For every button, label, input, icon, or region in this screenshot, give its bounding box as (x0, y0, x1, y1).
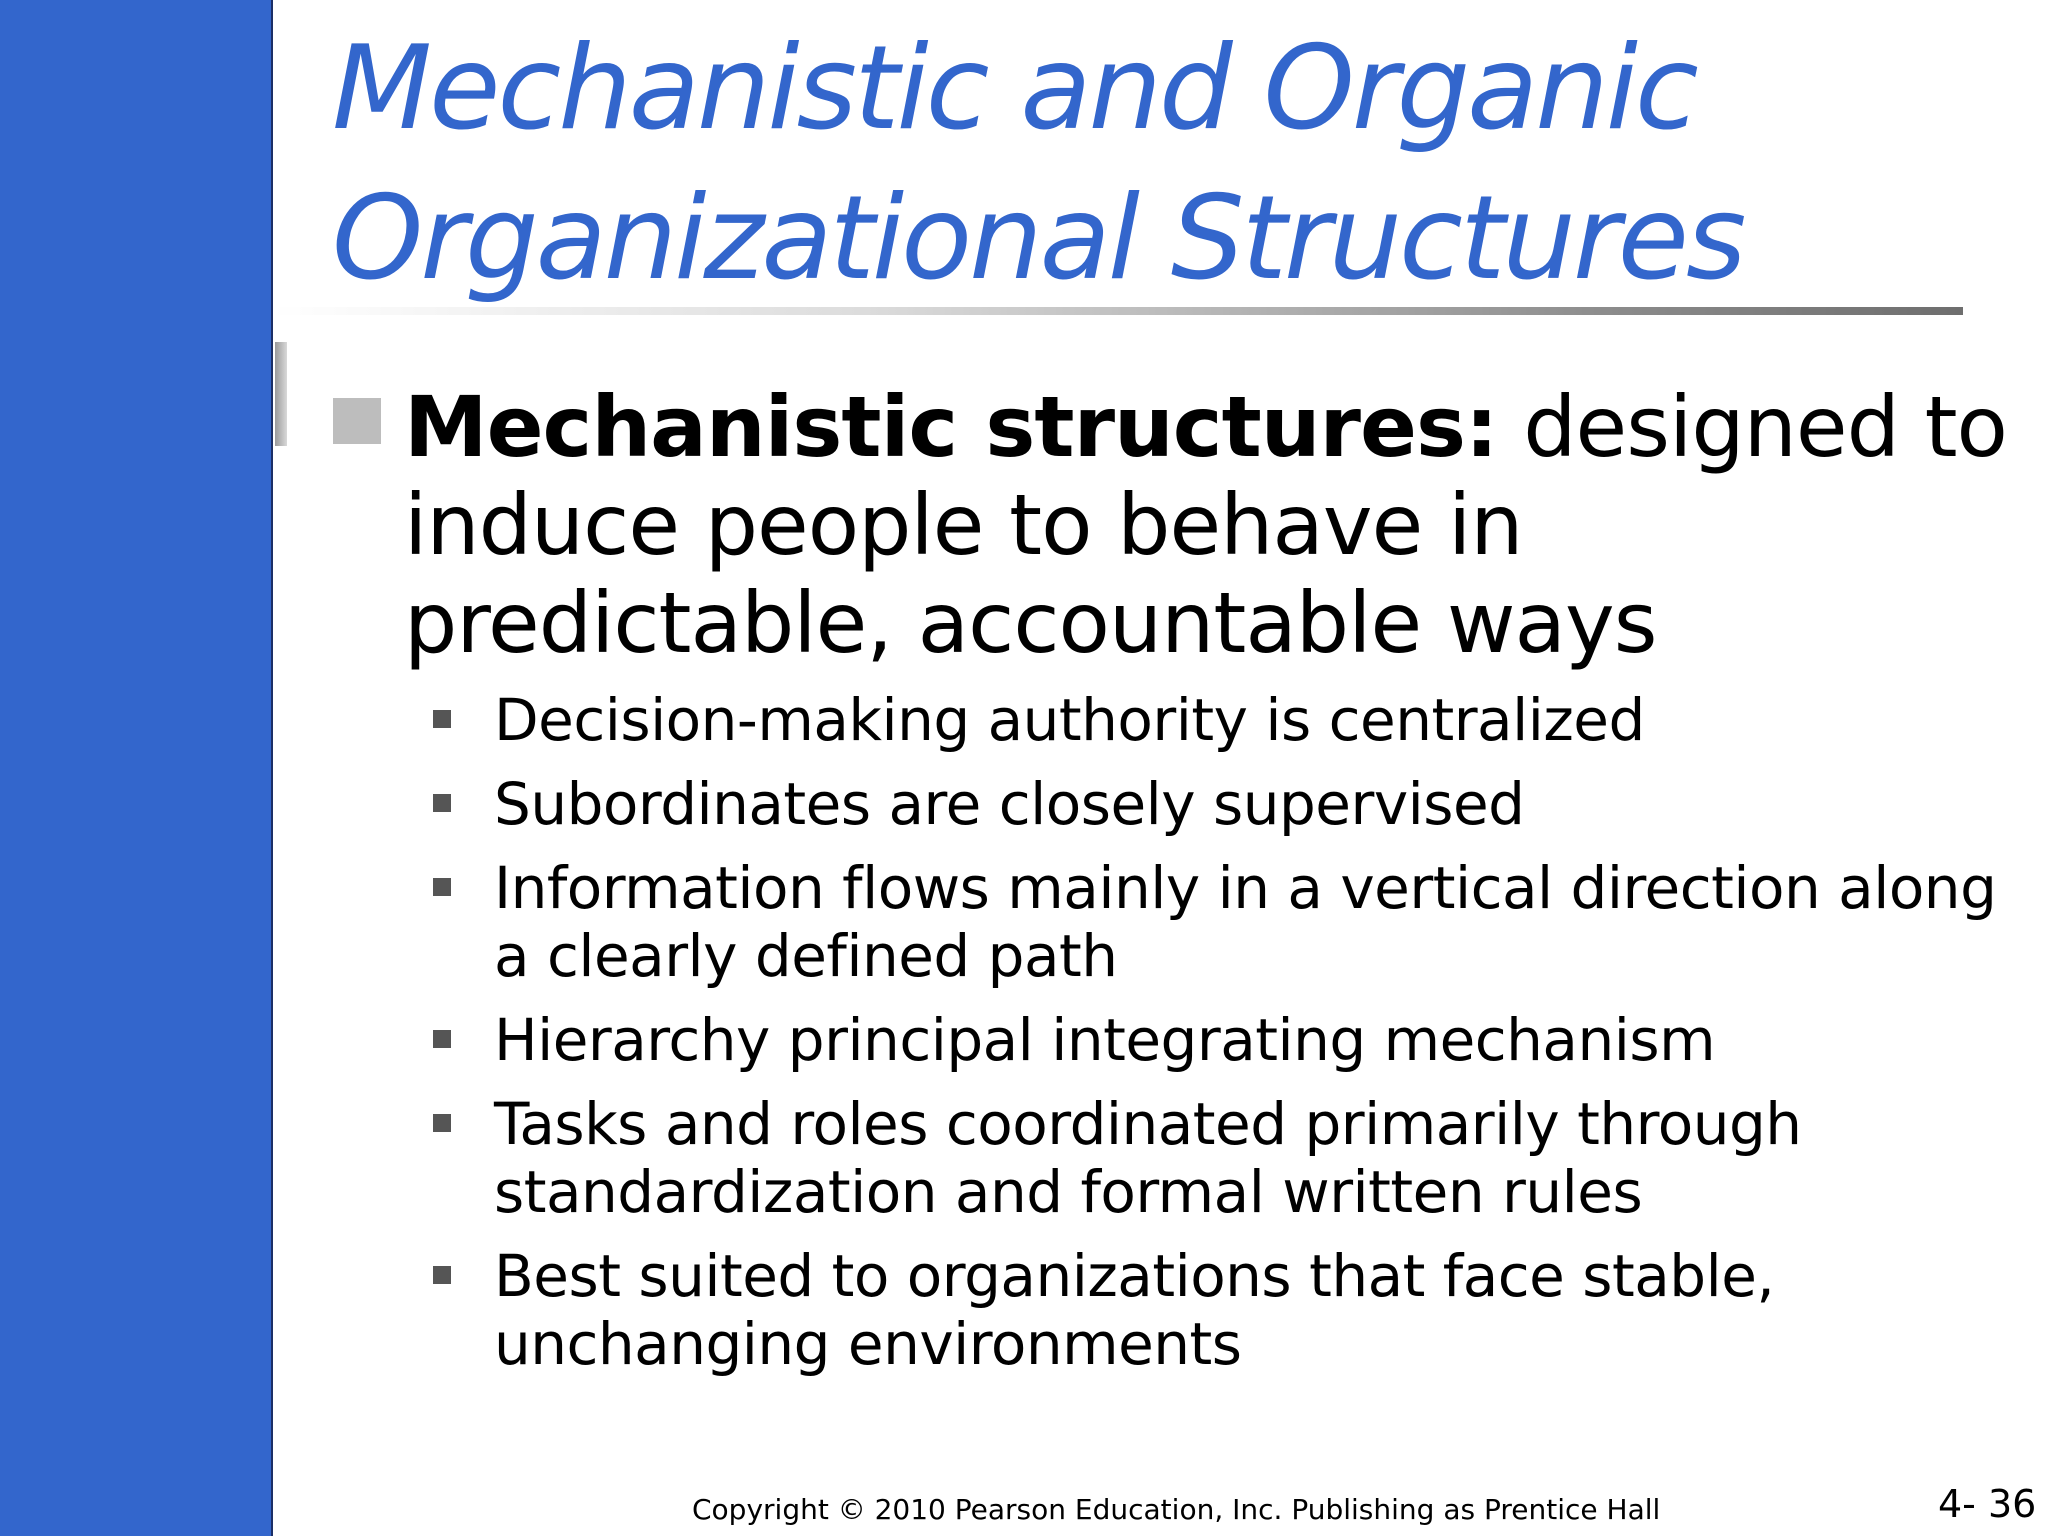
main-bullet-term: Mechanistic structures: (404, 378, 1498, 476)
square-bullet-icon (333, 398, 381, 444)
small-square-bullet-icon (433, 1030, 451, 1048)
sub-bullet-text: Hierarchy principal integrating mechanism (494, 1006, 1716, 1074)
sub-bullet-text: Subordinates are closely supervised (494, 770, 1525, 838)
slide-title-line-1: Mechanistic and Organic (332, 21, 1696, 156)
sub-bullet-item (433, 1006, 2013, 1074)
sub-bullet-list (433, 686, 2013, 1394)
small-square-bullet-icon (433, 1114, 451, 1132)
sub-bullet-text: Best suited to organizations that face stable, unchanging environments (494, 1242, 1775, 1378)
slide-title (332, 14, 2012, 314)
small-square-bullet-icon (433, 878, 451, 896)
small-square-bullet-icon (433, 710, 451, 728)
sub-bullet-item (433, 1242, 2013, 1378)
title-divider (273, 307, 1963, 315)
copyright-footer: Copyright © 2010 Pearson Education, Inc. Publishing as Prentice Hall (692, 1493, 1661, 1526)
slide-title-line-2: Organizational Structures (332, 171, 1744, 306)
page-number: 4- 36 (1938, 1482, 2037, 1526)
sub-bullet-text: Tasks and roles coordinated primarily through standardization and formal written rules (494, 1090, 1802, 1226)
sub-bullet-item (433, 686, 2013, 754)
sidebar-panel (0, 0, 273, 1536)
sub-bullet-item (433, 1090, 2013, 1226)
sub-bullet-text: Information flows mainly in a vertical direction along a clearly defined path (494, 854, 1997, 990)
small-square-bullet-icon (433, 794, 451, 812)
main-bullet (404, 378, 2014, 672)
sub-bullet-item (433, 854, 2013, 990)
small-square-bullet-icon (433, 1266, 451, 1284)
sub-bullet-item (433, 770, 2013, 838)
sub-bullet-text: Decision-making authority is centralized (494, 686, 1645, 754)
main-bullet-text: designed to induce people to behave in predictable, accountable ways (404, 378, 2007, 672)
side-tab-accent (275, 342, 287, 446)
